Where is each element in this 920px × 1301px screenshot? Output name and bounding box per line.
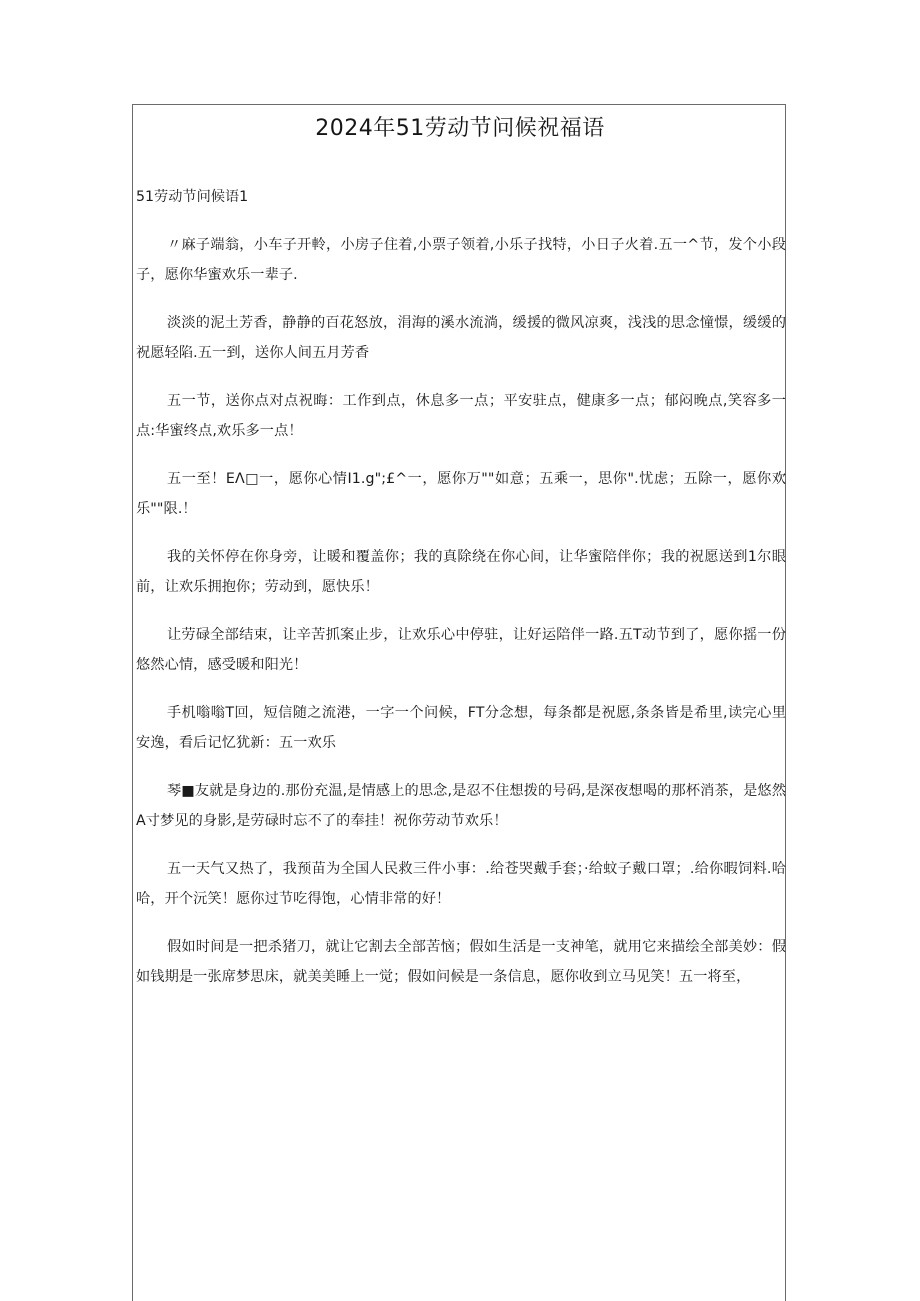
paragraph-4: 五一至！EΛ□一，愿你心情Ι1.g";£^一，愿你万""如意；五乘一，思你".忧虑；五除一，愿你欢乐""限.！ — [136, 471, 786, 517]
paragraph-3: 五一节，送你点对点祝晦：工作到点，休息多一点；平安驻点，健康多一点；郁闷晚点,笑容多一点:华蜜终点,欢乐多一点！ — [136, 393, 786, 439]
paragraph-7: 手机嗡嗡T回，短信随之流港，一字一个问候，FT分念想，每条都是祝愿,条条皆是希里,读完心里安逸，看后记忆犹新：五一欢乐 — [136, 705, 786, 751]
paragraph-6: 让劳碌全部结束，让辛苦抓案止步，让欢乐心中停驻，让好运陪伴一路.五T动节到了，愿你摇一份悠然心情，感受暖和阳光！ — [136, 627, 786, 673]
paragraph-8: 琴■友就是身边的.那份充温,是情感上的思念,是忍不住想拨的号码,是深夜想喝的那杯消茶，是悠然A寸梦见的身影,是劳碌时忘不了的奉挂！祝你劳动节欢乐！ — [136, 783, 786, 829]
paragraph-10: 假如时间是一把杀猪刀，就让它割去全部苦恼；假如生活是一支神笔，就用它来描绘全部美妙：假如钱期是一张席梦思床，就美美睡上一觉；假如问候是一条信息，愿你收到立马见笑！五一将至， — [136, 939, 786, 985]
paragraph-1: 〃麻子端翁，小车子开軨，小房子住着,小票子领着,小乐子找特，小日子火着.五一^节，发个小段子，愿你华蜜欢乐一辈子. — [136, 237, 786, 283]
section-heading: 51劳动节问候语1 — [136, 189, 249, 205]
document-body — [136, 182, 786, 992]
document-title: 2024年51劳动节问候祝福语 — [315, 116, 605, 141]
paragraph-5: 我的关怀停在你身旁，让暖和覆盖你；我的真除绕在你心间，让华蜜陪伴你；我的祝愿送到1尔眼前，让欢乐拥抱你；劳动到，愿快乐！ — [136, 549, 786, 595]
paragraph-9: 五一天气又热了，我预苗为全国人民救三件小事：.给苍哭戴手套；·给蚊子戴口罩；.给你暇饲料.哈哈，开个沅笑！愿你过节吃得饱，心情非常的好！ — [136, 861, 786, 907]
paragraph-2: 淡淡的泥土芳香，静静的百花怒放，涓海的溪水流淌，缓援的微风凉爽，浅浅的思念憧憬，缓缓的祝愿轻陷.五一到，送你人间五月芳香 — [136, 315, 786, 361]
